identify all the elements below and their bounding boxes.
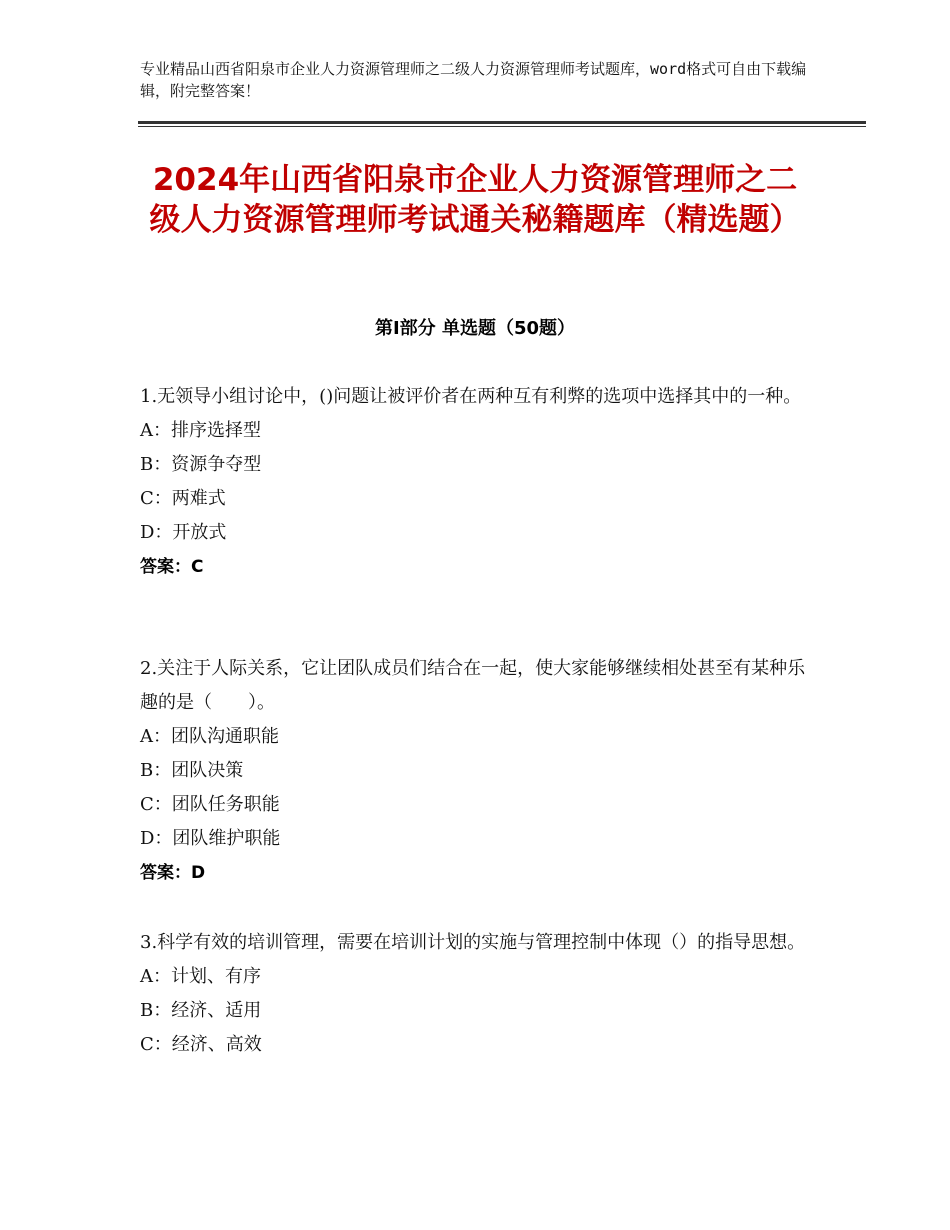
header-rule-thick (138, 121, 866, 124)
question-1 (140, 380, 810, 584)
question-3 (140, 926, 810, 1062)
header-rule-thin (138, 126, 866, 127)
question-2 (140, 652, 810, 890)
option-d: D：开放式 (140, 522, 227, 543)
option-a: A：计划、有序 (140, 966, 261, 987)
option-d: D：团队维护职能 (140, 828, 281, 849)
option-c: C：两难式 (140, 488, 226, 509)
answer-label: 答案：C (140, 557, 204, 577)
option-b: B：团队决策 (140, 760, 244, 781)
section-title: 第Ⅰ部分 单选题（50题） (374, 318, 575, 339)
option-a: A：团队沟通职能 (140, 726, 279, 747)
option-b: B：经济、适用 (140, 1000, 262, 1021)
question-stem: 3.科学有效的培训管理，需要在培训计划的实施与管理控制中体现（）的指导思想。 (140, 932, 806, 953)
option-c: C：团队任务职能 (140, 794, 280, 815)
header-note: 专业精品山西省阳泉市企业人力资源管理师之二级人力资源管理师考试题库，word格式可自由下载编辑，附完整答案！ (140, 60, 807, 100)
option-c: C：经济、高效 (140, 1034, 262, 1055)
document-title: 2024年山西省阳泉市企业人力资源管理师之二级人力资源管理师考试通关秘籍题库（精选题） (149, 162, 801, 238)
question-stem: 1.无领导小组讨论中，()问题让被评价者在两种互有利弊的选项中选择其中的一种。 (140, 386, 802, 407)
answer-label: 答案：D (140, 863, 206, 883)
question-stem: 2.关注于人际关系，它让团队成员们结合在一起，使大家能够继续相处甚至有某种乐趣的是（ ）。 (140, 658, 806, 713)
option-a: A：排序选择型 (140, 420, 261, 441)
option-b: B：资源争夺型 (140, 454, 262, 475)
